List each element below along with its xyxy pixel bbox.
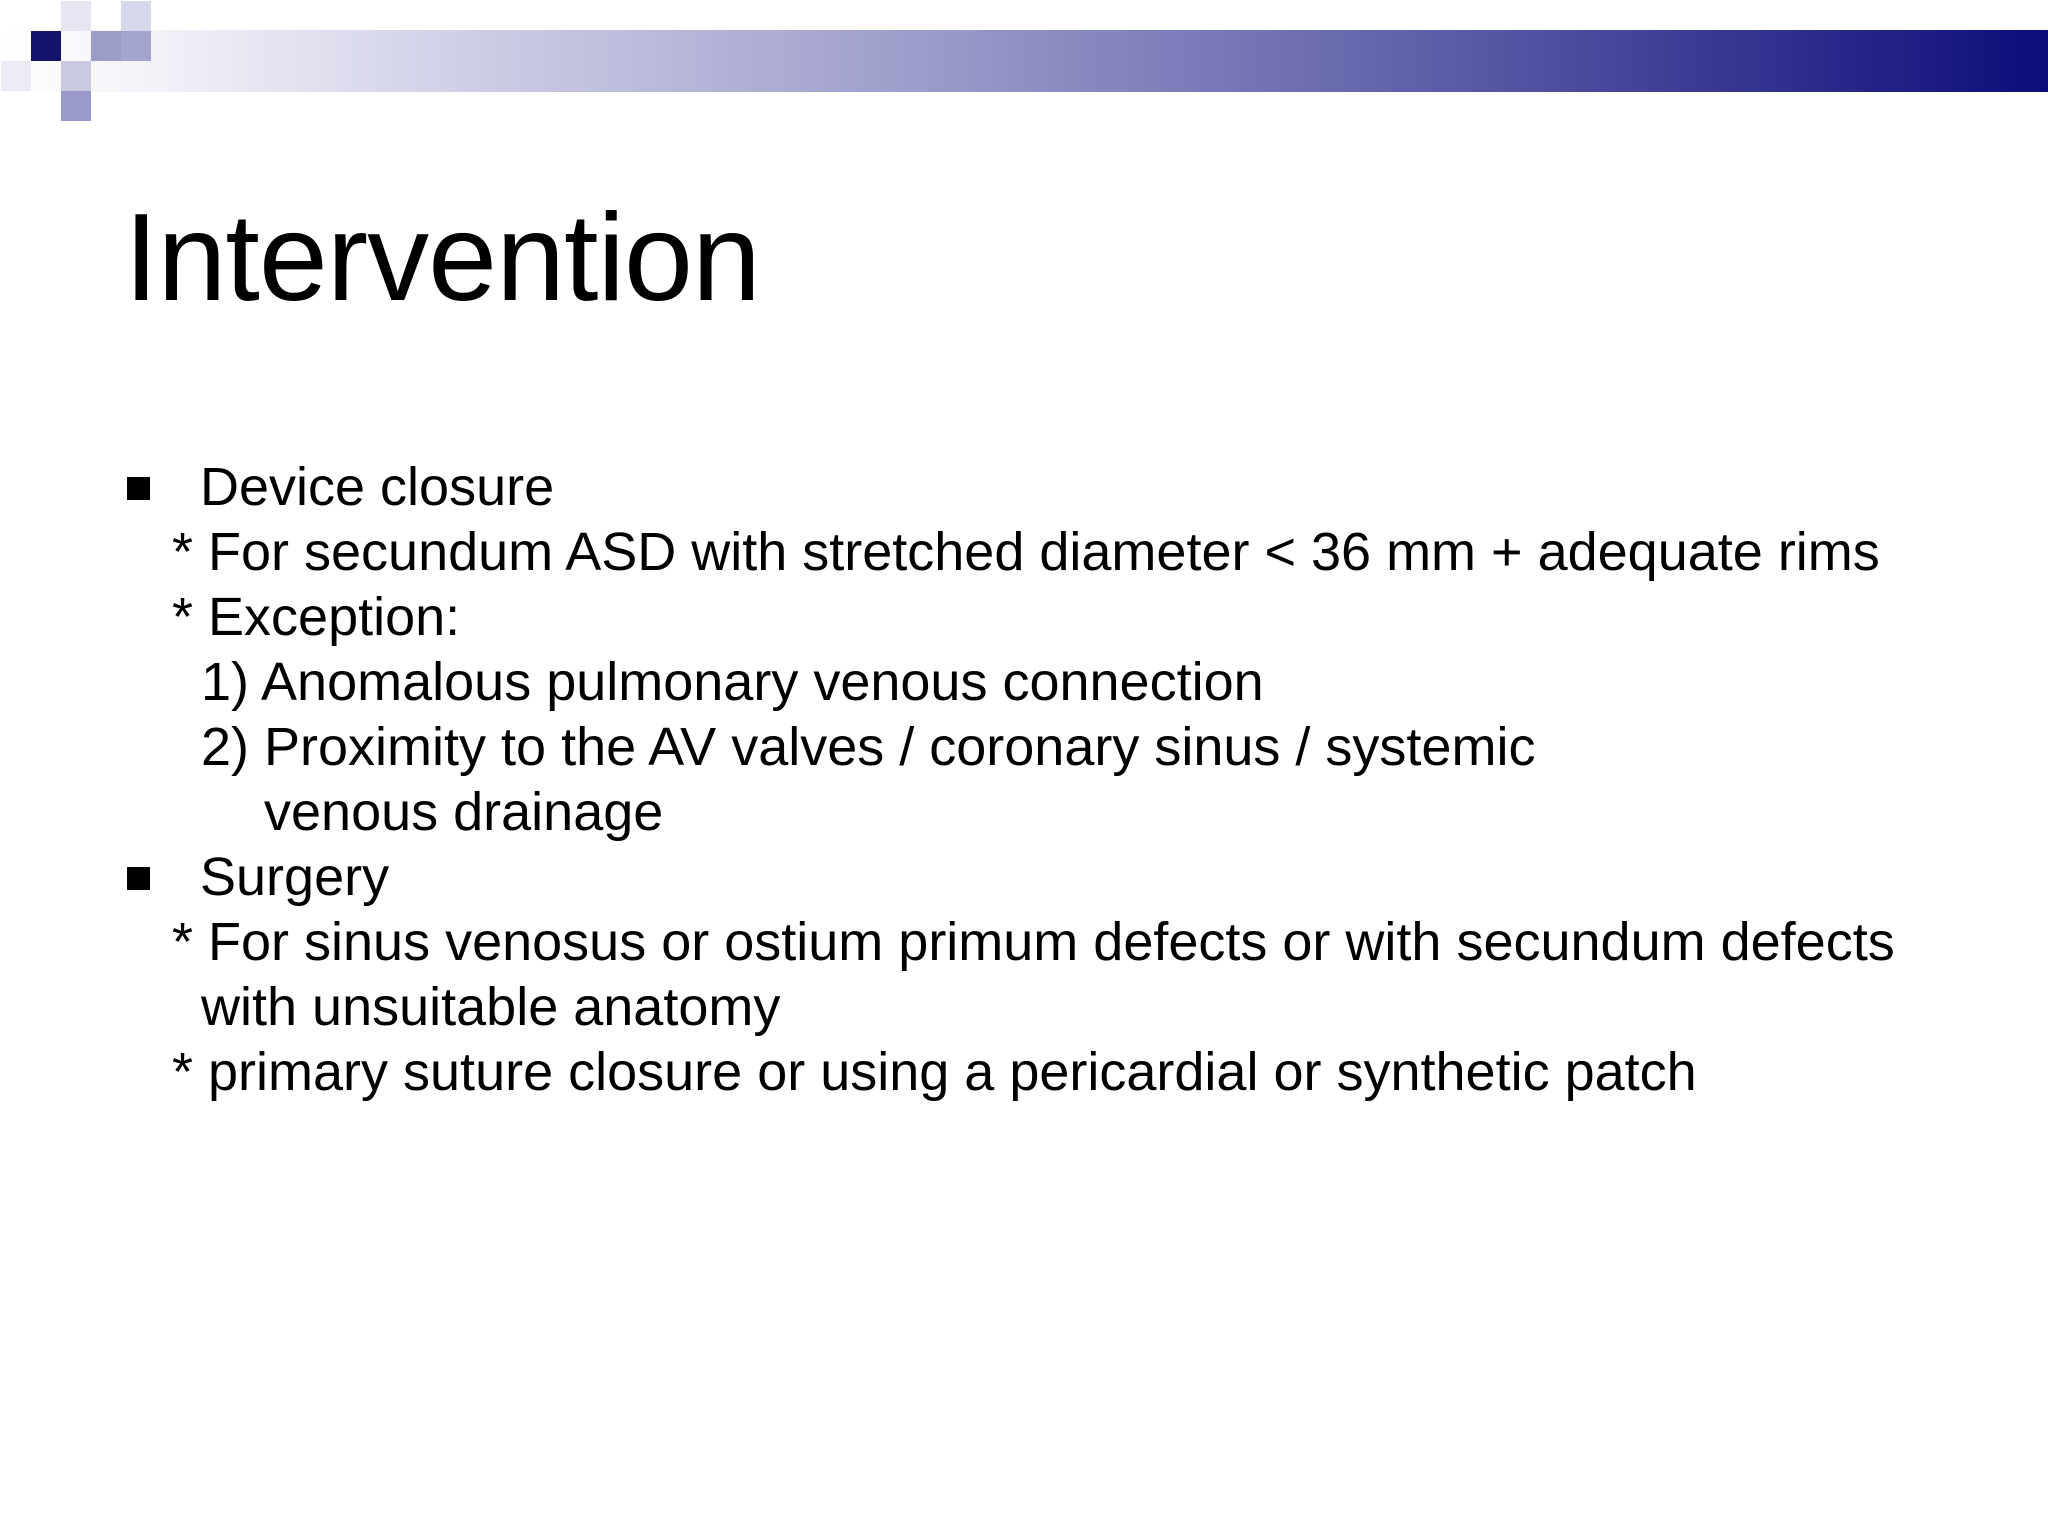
sub-point: * primary suture closure or using a pericardial or synthetic patch — [172, 1042, 1697, 1102]
numbered-item: 2) Proximity to the AV valves / coronary sinus / systemic — [201, 717, 1536, 777]
bullet-label: Surgery — [200, 847, 390, 907]
slide-title: Intervention — [124, 189, 760, 327]
square-bullet-icon — [127, 867, 150, 890]
numbered-item-continuation: venous drainage — [264, 782, 664, 842]
slide-body — [124, 455, 2004, 1105]
decorative-square — [91, 31, 121, 61]
decorative-square — [121, 31, 151, 61]
decorative-square — [31, 31, 61, 61]
square-bullet-icon — [127, 477, 150, 500]
decorative-square — [61, 1, 91, 31]
sub-point: * For secundum ASD with stretched diameter < 36 mm + adequate rims — [172, 522, 1880, 582]
decorative-square — [121, 1, 151, 31]
sub-point: * Exception: — [172, 587, 461, 647]
bullet-device-closure — [124, 455, 2004, 520]
decorative-square — [1, 61, 31, 91]
header-gradient-band — [0, 30, 2048, 92]
bullet-surgery — [124, 845, 2004, 910]
sub-point-continuation: with unsuitable anatomy — [201, 977, 781, 1037]
numbered-item: 1) Anomalous pulmonary venous connection — [201, 652, 1264, 712]
decorative-square — [61, 61, 91, 91]
sub-point: * For sinus venosus or ostium primum defects or with secundum defects — [172, 912, 1895, 972]
bullet-label: Device closure — [200, 457, 555, 517]
decorative-square — [61, 91, 91, 121]
